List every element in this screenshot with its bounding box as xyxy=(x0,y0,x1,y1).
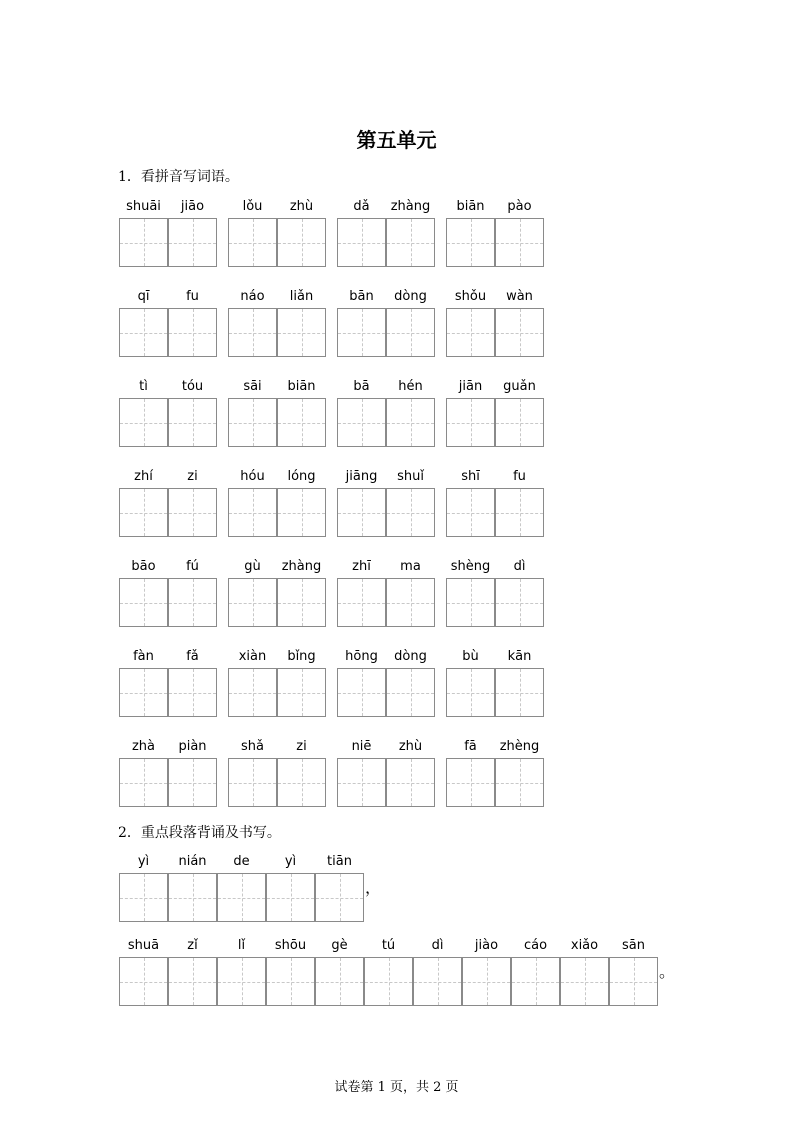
word-box xyxy=(337,378,436,448)
pinyin-label: niē xyxy=(351,739,372,754)
pinyin-label: hōng xyxy=(345,649,378,664)
page-title: 第五单元 xyxy=(356,128,437,152)
pinyin-label: piàn xyxy=(178,739,207,754)
writing-cell[interactable] xyxy=(228,398,277,447)
word-box xyxy=(337,738,436,808)
pinyin-label: tì xyxy=(139,379,148,394)
word-box xyxy=(337,468,436,538)
pinyin-label: shèng xyxy=(450,559,491,574)
page-footer: 试卷第 1 页，共 2 页 xyxy=(334,1080,459,1095)
pinyin-label: bā xyxy=(353,379,370,394)
writing-cell[interactable] xyxy=(446,398,495,447)
pinyin-label: jiān xyxy=(458,379,483,394)
pinyin-label: zhà xyxy=(131,739,156,754)
pinyin-label: jiào xyxy=(474,938,499,953)
writing-cell[interactable] xyxy=(337,308,386,357)
pinyin-label: shǒu xyxy=(454,289,487,304)
writing-cell[interactable] xyxy=(446,488,495,537)
word-box xyxy=(228,558,327,628)
writing-cell[interactable] xyxy=(386,668,435,717)
writing-cell[interactable] xyxy=(168,957,217,1006)
writing-cell[interactable] xyxy=(609,957,658,1006)
pinyin-label: fu xyxy=(513,469,526,484)
writing-cell[interactable] xyxy=(119,218,168,267)
writing-cell[interactable] xyxy=(277,578,326,627)
pinyin-label: kān xyxy=(507,649,532,664)
pinyin-label: biān xyxy=(287,379,316,394)
question-2-label: 2．重点段落背诵及书写。 xyxy=(118,825,281,841)
pinyin-label: zǐ xyxy=(187,938,198,953)
pinyin-label: sāi xyxy=(243,379,262,394)
pinyin-label: jiāng xyxy=(345,469,378,484)
writing-cell[interactable] xyxy=(495,308,544,357)
pinyin-label: hóu xyxy=(240,469,265,484)
pinyin-label: sān xyxy=(622,938,645,953)
pinyin-label: wàn xyxy=(506,289,533,304)
writing-cell[interactable] xyxy=(168,873,217,922)
writing-cell[interactable] xyxy=(511,957,560,1006)
writing-cell[interactable] xyxy=(277,308,326,357)
writing-cell[interactable] xyxy=(277,488,326,537)
pinyin-label: náo xyxy=(240,289,265,304)
pinyin-label: xiǎo xyxy=(570,938,599,953)
pinyin-label: biān xyxy=(456,199,485,214)
writing-cell[interactable] xyxy=(413,957,462,1006)
punctuation-mark: ， xyxy=(365,878,382,897)
pinyin-label: zhàng xyxy=(390,199,431,214)
pinyin-label: yì xyxy=(284,854,297,869)
pinyin-label: zhù xyxy=(398,739,423,754)
writing-cell[interactable] xyxy=(386,578,435,627)
word-box xyxy=(119,648,218,718)
pinyin-label: shōu xyxy=(274,938,307,953)
writing-cell[interactable] xyxy=(119,873,168,922)
writing-cell[interactable] xyxy=(315,957,364,1006)
word-box xyxy=(337,558,436,628)
pinyin-label: zhù xyxy=(289,199,314,214)
writing-cell[interactable] xyxy=(446,308,495,357)
writing-cell[interactable] xyxy=(277,668,326,717)
writing-cell[interactable] xyxy=(446,758,495,807)
word-box xyxy=(119,288,218,358)
writing-cell[interactable] xyxy=(495,218,544,267)
pinyin-label: hén xyxy=(398,379,423,394)
pinyin-label: bāo xyxy=(131,559,156,574)
pinyin-label: zi xyxy=(296,739,307,754)
word-box xyxy=(337,288,436,358)
pinyin-label: dòng xyxy=(394,649,427,664)
writing-cell[interactable] xyxy=(119,957,168,1006)
writing-cell[interactable] xyxy=(364,957,413,1006)
pinyin-label: gù xyxy=(244,559,261,574)
word-box xyxy=(446,288,545,358)
pinyin-label: fǎ xyxy=(186,649,199,664)
pinyin-label: bǐng xyxy=(287,649,316,664)
writing-cell[interactable] xyxy=(337,218,386,267)
pinyin-label: dì xyxy=(513,559,526,574)
word-box xyxy=(119,558,218,628)
pinyin-label: gè xyxy=(331,938,348,953)
writing-cell[interactable] xyxy=(315,873,364,922)
pinyin-label: nián xyxy=(178,854,207,869)
word-box xyxy=(228,198,327,268)
writing-cell[interactable] xyxy=(228,578,277,627)
pinyin-label: fàn xyxy=(133,649,154,664)
pinyin-label: zhī xyxy=(352,559,371,574)
question-1-label: 1．看拼音写词语。 xyxy=(118,169,239,185)
pinyin-label: bù xyxy=(462,649,479,664)
pinyin-label: lǒu xyxy=(242,199,263,214)
pinyin-label: fú xyxy=(186,559,199,574)
writing-cell[interactable] xyxy=(266,873,315,922)
word-box xyxy=(119,198,218,268)
pinyin-label: xiàn xyxy=(238,649,267,664)
word-box xyxy=(446,558,545,628)
writing-cell[interactable] xyxy=(386,398,435,447)
writing-cell[interactable] xyxy=(168,398,217,447)
pinyin-label: shuǐ xyxy=(397,469,424,484)
pinyin-label: zi xyxy=(187,469,198,484)
writing-cell[interactable] xyxy=(277,218,326,267)
writing-cell[interactable] xyxy=(560,957,609,1006)
writing-cell[interactable] xyxy=(386,218,435,267)
pinyin-label: cáo xyxy=(523,938,548,953)
pinyin-label: tóu xyxy=(181,379,204,394)
pinyin-label: shuāi xyxy=(126,199,161,214)
writing-cell[interactable] xyxy=(337,578,386,627)
pinyin-label: zhí xyxy=(134,469,153,484)
writing-cell[interactable] xyxy=(168,578,217,627)
writing-cell[interactable] xyxy=(337,758,386,807)
pinyin-label: yì xyxy=(137,854,150,869)
writing-cell[interactable] xyxy=(495,488,544,537)
writing-cell[interactable] xyxy=(495,398,544,447)
writing-cell[interactable] xyxy=(119,398,168,447)
pinyin-label: liǎn xyxy=(289,289,314,304)
pinyin-label: fā xyxy=(464,739,477,754)
writing-cell[interactable] xyxy=(119,308,168,357)
writing-cell[interactable] xyxy=(217,873,266,922)
writing-cell[interactable] xyxy=(228,308,277,357)
pinyin-label: tú xyxy=(381,938,396,953)
writing-cell[interactable] xyxy=(266,957,315,1006)
pinyin-label: dǎ xyxy=(353,199,370,214)
writing-cell[interactable] xyxy=(228,758,277,807)
pinyin-label: de xyxy=(233,854,250,869)
writing-cell[interactable] xyxy=(446,578,495,627)
writing-cell[interactable] xyxy=(119,668,168,717)
writing-cell[interactable] xyxy=(119,578,168,627)
pinyin-label: pào xyxy=(507,199,532,214)
word-box xyxy=(446,378,545,448)
writing-cell[interactable] xyxy=(446,668,495,717)
writing-cell[interactable] xyxy=(217,957,266,1006)
writing-cell[interactable] xyxy=(228,668,277,717)
pinyin-label: lóng xyxy=(287,469,316,484)
writing-cell[interactable] xyxy=(119,488,168,537)
writing-cell[interactable] xyxy=(228,218,277,267)
writing-cell[interactable] xyxy=(337,398,386,447)
word-box xyxy=(119,378,218,448)
word-box xyxy=(228,288,327,358)
pinyin-label: guǎn xyxy=(503,379,536,394)
writing-cell[interactable] xyxy=(119,758,168,807)
pinyin-label: zhàng xyxy=(281,559,322,574)
word-box xyxy=(228,648,327,718)
pinyin-label: zhèng xyxy=(499,739,540,754)
writing-cell[interactable] xyxy=(168,668,217,717)
word-box xyxy=(119,468,218,538)
word-box xyxy=(446,738,545,808)
pinyin-label: dòng xyxy=(394,289,427,304)
punctuation-mark: 。 xyxy=(659,962,676,981)
pinyin-label: shǎ xyxy=(241,739,264,754)
writing-cell[interactable] xyxy=(386,308,435,357)
writing-cell[interactable] xyxy=(337,488,386,537)
word-box xyxy=(119,738,218,808)
pinyin-label: tiān xyxy=(327,854,352,869)
pinyin-label: shī xyxy=(461,469,480,484)
writing-cell[interactable] xyxy=(386,758,435,807)
writing-cell[interactable] xyxy=(495,758,544,807)
pinyin-label: shuā xyxy=(127,938,160,953)
word-box xyxy=(228,378,327,448)
word-box xyxy=(337,648,436,718)
pinyin-label: fu xyxy=(186,289,199,304)
writing-cell[interactable] xyxy=(495,578,544,627)
writing-cell[interactable] xyxy=(277,398,326,447)
pinyin-label: jiāo xyxy=(180,199,205,214)
pinyin-label: dì xyxy=(431,938,444,953)
word-box xyxy=(446,198,545,268)
writing-cell[interactable] xyxy=(446,218,495,267)
writing-cell[interactable] xyxy=(168,488,217,537)
pinyin-label: qī xyxy=(137,289,150,304)
word-box xyxy=(228,738,327,808)
word-box xyxy=(228,468,327,538)
pinyin-label: lǐ xyxy=(237,938,246,953)
pinyin-label: bān xyxy=(349,289,374,304)
writing-cell[interactable] xyxy=(228,488,277,537)
writing-cell[interactable] xyxy=(168,308,217,357)
pinyin-label: ma xyxy=(400,559,421,574)
word-box xyxy=(446,468,545,538)
word-box xyxy=(446,648,545,718)
writing-cell[interactable] xyxy=(337,668,386,717)
writing-cell[interactable] xyxy=(386,488,435,537)
writing-cell[interactable] xyxy=(462,957,511,1006)
word-box xyxy=(337,198,436,268)
writing-cell[interactable] xyxy=(168,758,217,807)
writing-cell[interactable] xyxy=(495,668,544,717)
writing-cell[interactable] xyxy=(168,218,217,267)
writing-cell[interactable] xyxy=(277,758,326,807)
